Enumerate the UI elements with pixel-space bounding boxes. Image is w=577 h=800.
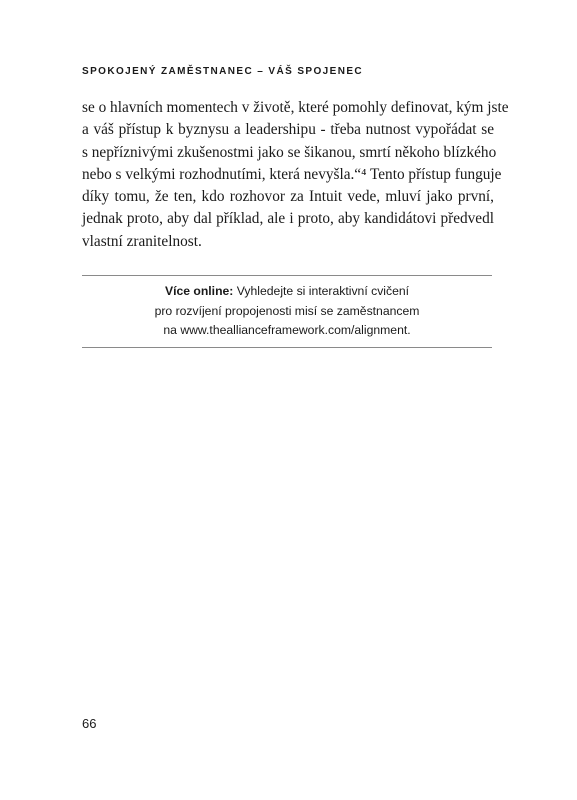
callout-top-rule xyxy=(82,275,492,276)
body-line: vlastní zranitelnost. xyxy=(82,232,202,250)
body-line: a váš přístup k byznysu a leadershipu - třeba nutnost vypořádat se xyxy=(82,121,494,139)
body-line: nebo s velkými rozhodnutími, která nevyšla.“⁴ Tento přístup funguje xyxy=(82,165,502,183)
body-line: díky tomu, že ten, kdo rozhovor za Intuit vede, mluví jako první, xyxy=(82,188,494,206)
callout-line-1 xyxy=(82,282,492,302)
running-head: SPOKOJENÝ ZAMĚSTNANEC – VÁŠ SPOJENEC xyxy=(82,66,364,77)
callout-bottom-rule xyxy=(82,347,492,348)
body-line: jednak proto, aby dal příklad, ale i proto, aby kandidátovi předvedl xyxy=(82,210,494,228)
body-line: se o hlavních momentech v životě, které pomohly definovat, kým jste xyxy=(82,99,509,116)
callout-line-3: na www.theallianceframework.com/alignment. xyxy=(163,323,411,337)
callout-label: Více online: xyxy=(164,284,234,298)
callout-line-2: pro rozvíjení propojenosti misí se zaměstnancem xyxy=(154,303,420,318)
online-callout xyxy=(82,282,492,341)
body-paragraph xyxy=(82,97,509,253)
callout-text: Vyhledejte si interaktivní cvičení xyxy=(233,284,410,298)
page-number: 66 xyxy=(82,716,97,731)
body-line: s nepříznivými zkušenostmi jako se šikanou, smrtí někoho blízkého xyxy=(82,143,497,161)
